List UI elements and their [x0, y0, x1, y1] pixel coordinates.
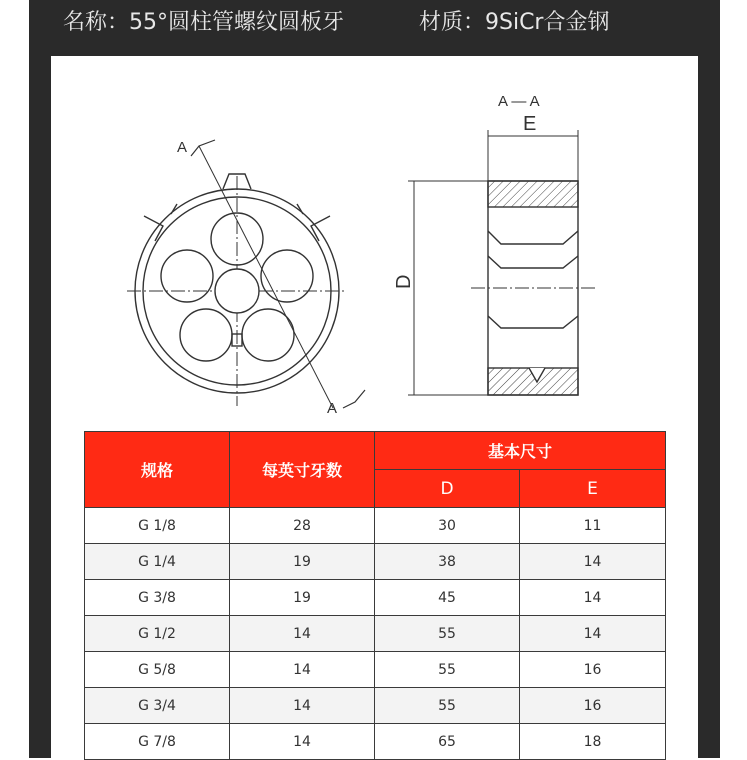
technical-drawing [51, 56, 698, 416]
cell-d: 55 [375, 616, 520, 652]
cell-d: 38 [375, 544, 520, 580]
cell-tpi: 14 [230, 688, 375, 724]
cell-tpi: 14 [230, 652, 375, 688]
dimension-e-label: E [523, 113, 537, 135]
cell-e: 16 [520, 652, 666, 688]
spec-table [84, 431, 666, 760]
header-basic-size: 基本尺寸 [375, 432, 666, 470]
cell-tpi: 14 [230, 724, 375, 760]
cell-spec: G 7/8 [85, 724, 230, 760]
cell-spec: G 1/8 [85, 508, 230, 544]
cell-spec: G 5/8 [85, 652, 230, 688]
cell-d: 65 [375, 724, 520, 760]
cell-d: 45 [375, 580, 520, 616]
cell-tpi: 14 [230, 616, 375, 652]
dimension-d-label: D [393, 274, 415, 289]
section-title: A — A [498, 93, 540, 110]
cell-e: 18 [520, 724, 666, 760]
header-spec: 规格 [85, 432, 230, 508]
product-header [29, 0, 720, 44]
cell-d: 55 [375, 688, 520, 724]
cell-spec: G 1/2 [85, 616, 230, 652]
header-threads-per-inch: 每英寸牙数 [230, 432, 375, 508]
product-name: 名称：55°圆柱管螺纹圆板牙 [63, 10, 344, 35]
table-row [85, 724, 666, 760]
cell-tpi: 19 [230, 544, 375, 580]
die-section-view [408, 130, 596, 395]
table-row [85, 544, 666, 580]
cell-spec: G 3/4 [85, 688, 230, 724]
cell-e: 11 [520, 508, 666, 544]
table-row [85, 688, 666, 724]
cell-tpi: 28 [230, 508, 375, 544]
cell-e: 14 [520, 544, 666, 580]
cell-e: 14 [520, 580, 666, 616]
cell-spec: G 3/8 [85, 580, 230, 616]
cell-d: 55 [375, 652, 520, 688]
table-row [85, 616, 666, 652]
table-row [85, 508, 666, 544]
cell-e: 14 [520, 616, 666, 652]
header-e: E [520, 470, 666, 508]
die-front-view [127, 146, 347, 408]
cell-spec: G 1/4 [85, 544, 230, 580]
table-row [85, 652, 666, 688]
cell-d: 30 [375, 508, 520, 544]
content-card [51, 56, 698, 758]
cell-e: 16 [520, 688, 666, 724]
section-mark-bottom: A [327, 400, 338, 416]
header-d: D [375, 470, 520, 508]
product-material: 材质：9SiCr合金钢 [419, 10, 610, 35]
section-mark-top: A [177, 139, 188, 156]
cell-tpi: 19 [230, 580, 375, 616]
table-row [85, 580, 666, 616]
